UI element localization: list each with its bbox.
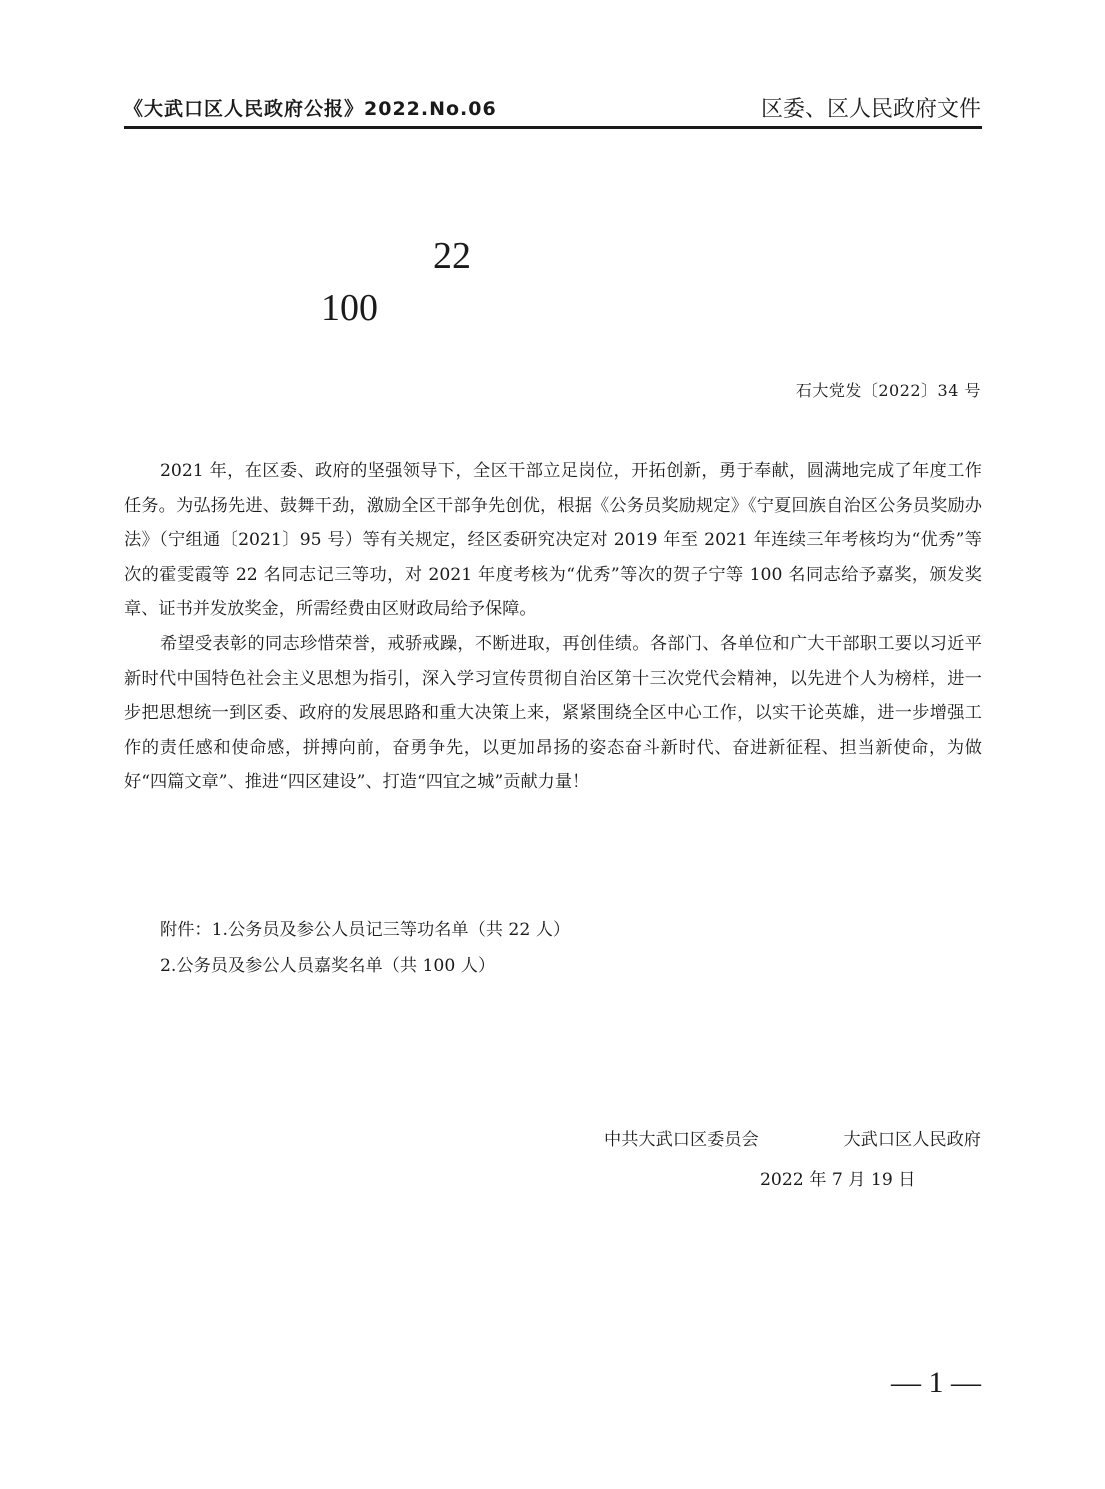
signatory-party-committee: 中共大武口区委员会: [604, 1130, 759, 1150]
attachment-item-2: 2.公务员及参公人员嘉奖名单（共 100 人）: [160, 956, 496, 976]
document-category: 区委、区人民政府文件: [760, 97, 981, 122]
bulletin-title: 《大武口区人民政府公报》2022.No.06: [124, 98, 497, 120]
document-number: 石大党发〔2022〕34 号: [795, 381, 981, 400]
body-paragraph-2: 希望受表彰的同志珍惜荣誉，戒骄戒躁，不断进取，再创佳绩。各部门、各单位和广大干部职工要以习近平新时代中国特色社会主义思想为指引，深入学习宣传贯彻自治区第十三次党代会精神，以先进个人为榜样，进一步把思想统一到区委、政府的发展思路和重大决策上来，紧紧围绕全区中心工作，以实干论英雄，进一步增强工作的责任感和使命感，拼搏向前，奋勇争先，以更加昂扬的姿态奋斗新时代、奋进新征程、担当新使命，为做好“四篇文章”、推进“四区建设”、打造“四宜之城”贡献力量！: [124, 633, 982, 793]
title-number-100: 100: [321, 287, 378, 329]
signature-date: 2022 年 7 月 19 日: [760, 1170, 916, 1190]
title-number-22: 22: [433, 235, 471, 277]
attachment-item-1: 附件：1.公务员及参公人员记三等功名单（共 22 人）: [160, 920, 571, 940]
attachments-list: [160, 912, 570, 984]
body-paragraph-1: 2021 年，在区委、政府的坚强领导下，全区干部立足岗位，开拓创新，勇于奉献，圆满地完成了年度工作任务。为弘扬先进、鼓舞干劲，激励全区干部争先创优，根据《公务员奖励规定》《宁夏回族自治区公务员奖励办法》（宁组通〔2021〕95 号）等有关规定，经区委研究决定对 2019 年至 2021 年连续三年考核均为“优秀”等次的霍雯霞等 22 名同志记三等功，对 2021 年度考核为“优秀”等次的贺子宁等 100 名同志给予嘉奖，颁发奖章、证书并发放奖金，所需经费由区财政局给予保障。: [124, 461, 982, 620]
signatory-government: 大武口区人民政府: [843, 1130, 981, 1150]
header-divider: [124, 126, 982, 129]
page-number: — 1 —: [891, 1366, 981, 1399]
document-body: [124, 454, 982, 800]
